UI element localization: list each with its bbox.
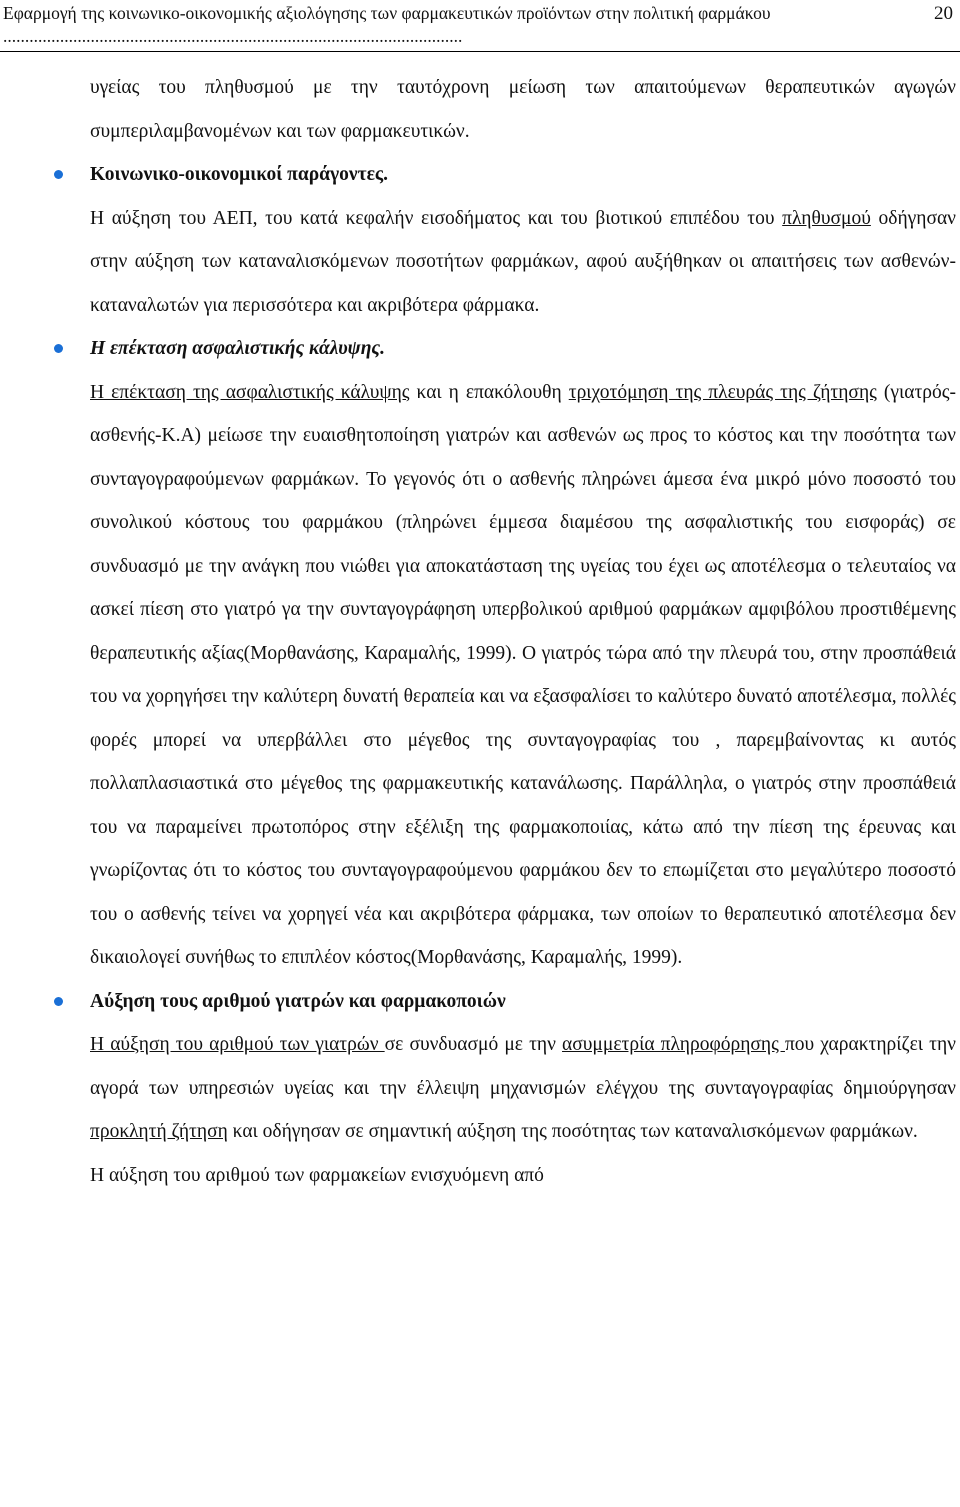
document-body — [90, 66, 956, 1197]
underlined-run: πληθυσμού — [782, 207, 871, 229]
text-run: και η επακόλουθη — [409, 381, 569, 403]
page-number: 20 — [934, 3, 953, 24]
text-run: Η αύξηση του ΑΕΠ, του κατά κεφαλήν εισοδήματος και του βιοτικού επιπέδου του — [90, 207, 783, 229]
text-run: που χαρακτηρίζει την αγορά των υπηρεσιών υγείας και την έλλειψη μηχανισμών ελέγχου της συνταγογραφίας δημιούργησαν — [90, 1034, 956, 1099]
bullet-socioeconomic-factors: Κοινωνικο-οικονομικοί παράγοντες. — [90, 153, 956, 197]
bullet-text: Η επέκταση ασφαλιστικής κάλυψης. — [90, 338, 385, 359]
paragraph-continuation: υγείας του πληθυσμού με την ταυτόχρονη μείωση των απαιτούμενων θεραπευτικών αγωγών συμπεριλαμβανομένων και των φαρμακευτικών. — [90, 77, 956, 142]
paragraph-doctors — [90, 1023, 956, 1154]
bullet-doctors-pharmacists: Αύξηση τους αριθμού γιατρών και φαρμακοποιών — [90, 980, 956, 1024]
header-title: Εφαρμογή της κοινωνικο-οικονομικής αξιολόγησης των φαρμακευτικών προϊόντων στην πολιτική φαρμάκου ......................................................................................................... — [3, 3, 771, 46]
underlined-run: ασυμμετρία πληροφόρησης — [562, 1034, 785, 1055]
header-rule — [0, 51, 960, 52]
underlined-run: Η επέκταση της ασφαλιστικής κάλυψης — [90, 381, 410, 403]
running-header — [3, 2, 953, 48]
text-run: σε συνδυασμό με την — [384, 1034, 563, 1055]
bullet-insurance-coverage — [90, 327, 956, 371]
underlined-run: τριχοτόμηση της πλευράς της ζήτησης — [568, 381, 877, 403]
text-run: οδήγησαν στην αύξηση των καταναλισκόμενων ποσοτήτων φαρμάκων, αφού αυξήθηκαν οι απαιτήσεις των ασθενών-καταναλωτών για περισσότερα και ακριβότερα φάρμακα. — [90, 207, 956, 316]
underlined-run: προκλητή ζήτηση — [90, 1121, 228, 1142]
paragraph-insurance — [90, 371, 956, 980]
text-run: (γιατρός-ασθενής-Κ.Α) μείωσε την ευαισθητοποίηση γιατρών και ασθενών ως προς το κόστος και την ποσότητα των συνταγογραφούμενων φαρμάκων. Το γεγονός ότι ο ασθενής πληρώνει άμεσα ένα μικρό μόνο ποσοστό του συνολικού κόστους του φαρμάκου (πληρώνει έμμεσα διαμέσου της ασφαλιστικής του εισφοράς) σε συνδυασμό με την ανάγκη που νιώθει για αποκατάσταση της υγείας του έχει ως αποτέλεσμα ο τελευταίος να ασκεί πίεση στο γιατρό γα την συνταγογράφηση υπερβολικού αριθμού φαρμάκων αμφιβόλου προστιθέμενης θεραπευτικής αξίας(Μορθανάσης, Καραμαλής, 1999). Ο γιατρός τώρα από την πλευρά του, στην προσπάθειά του να χορηγήσει την καλύτερη δυνατή θεραπεία και να εξασφαλίσει το καλύτερο δυνατό αποτέλεσμα, πολλές φορές μπορεί να υπερβάλλει στο μέγεθος της συνταγογραφίας του , παρεμβαίνοντας κι αυτός πολλαπλασιαστικά στο μέγεθος της φαρμακευτικής κατανάλωσης. Παράλληλα, ο γιατρός στην προσπάθειά του να παραμείνει πρωτοπόρος στην εξέλιξη της φαρμακοποιίας, κάτω από την πίεση της έρευνας και γνωρίζοντας ότι το κόστος του συνταγογραφούμενου φαρμάκου δεν το επωμίζεται στο μεγαλύτερο ποσοστό του ο ασθενής τείνει να χορηγεί νέα και ακριβότερα φάρμακα, των οποίων το θεραπευτικό αποτέλεσμα δεν δικαιολογεί συνήθως το επιπλέον κόστος(Μορθανάσης, Καραμαλής, 1999). — [90, 381, 957, 968]
paragraph-pharmacies: Η αύξηση του αριθμού των φαρμακείων ενισχυόμενη από — [90, 1164, 544, 1186]
text-run: και οδήγησαν σε σημαντική αύξηση της ποσότητας των καταναλισκόμενων φαρμάκων. — [227, 1121, 918, 1142]
underlined-run: Η αύξηση του αριθμού των γιατρών — [90, 1034, 385, 1055]
paragraph-gdp — [90, 197, 956, 328]
